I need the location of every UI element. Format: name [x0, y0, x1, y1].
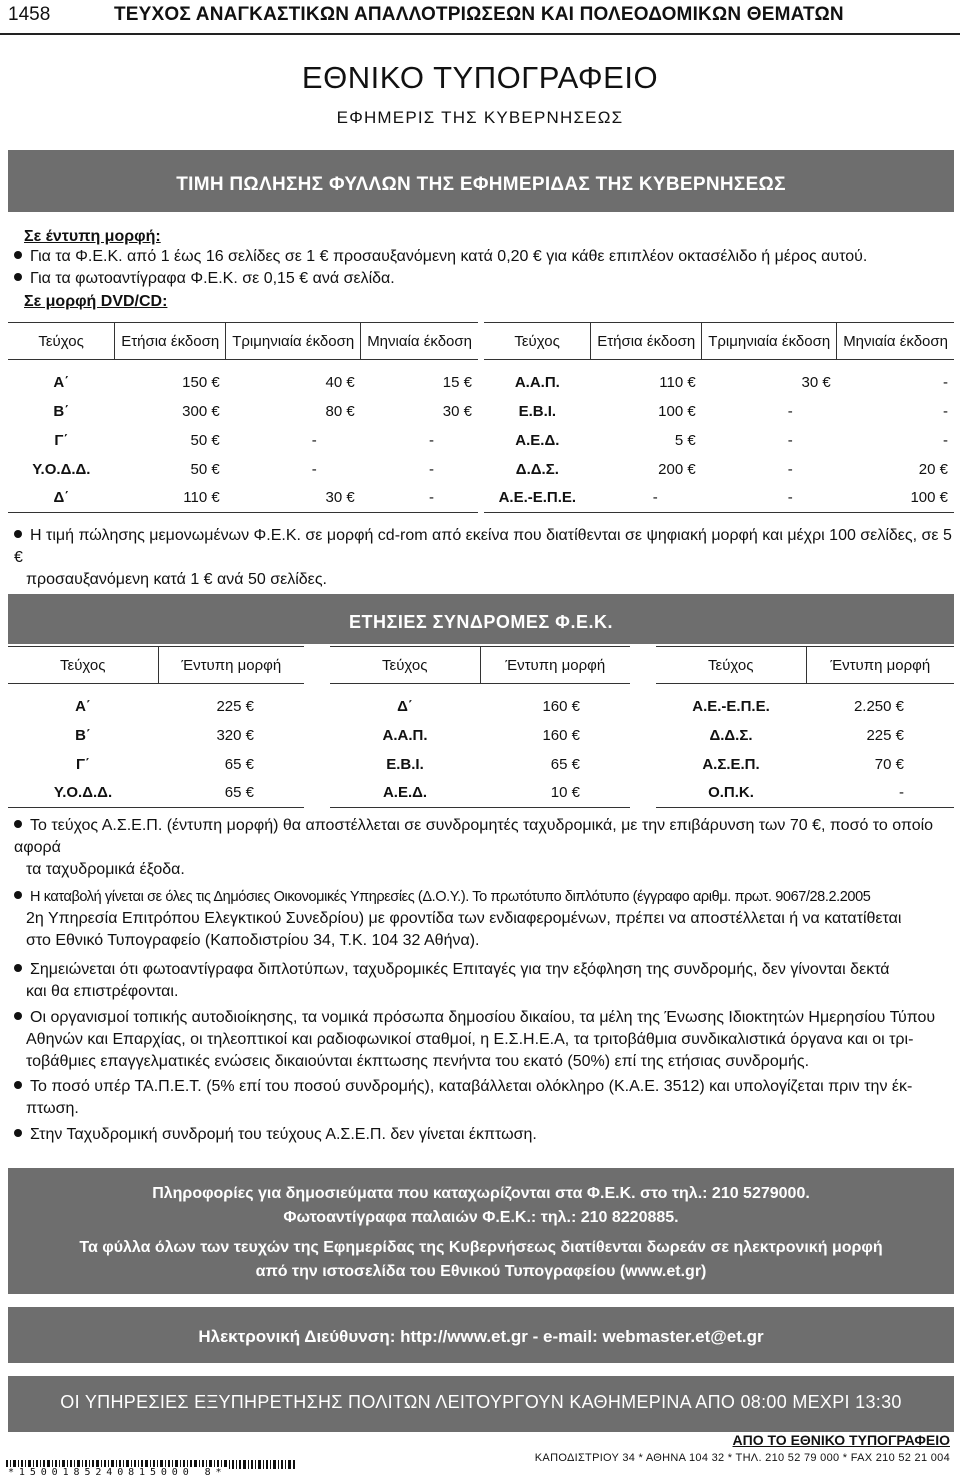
table-row: Δ΄ 160 € [397, 697, 580, 715]
table-row: Α΄ 225 € [75, 697, 254, 715]
col-header: Τεύχος [8, 323, 115, 360]
bullet-icon [14, 1081, 22, 1089]
table-row: Α.Ε.-Ε.Π.Ε. - - 100 € [484, 484, 954, 513]
table-row: Α.Ε.Δ. 5 € - - [515, 431, 948, 449]
dvd-table-header [484, 323, 954, 360]
dvd-heading: Σε μορφή DVD/CD: [24, 293, 168, 310]
postal-note: Στην Ταχυδρομική συνδρομή του τεύχους Α.Σ.Ε.Π. δεν γίνεται έκπτωση. [14, 1124, 954, 1146]
info-box [8, 1168, 954, 1294]
table-row: Υ.Ο.Δ.Δ. 65 € [8, 779, 304, 808]
bullet-icon [14, 964, 22, 972]
table-row: Γ΄ 65 € [75, 755, 254, 773]
running-title: ΤΕΥΧΟΣ ΑΝΑΓΚΑΣΤΙΚΩΝ ΑΠΑΛΛΟΤΡΙΩΣΕΩΝ ΚΑΙ ΠΟΛΕΟΔΟΜΙΚΩΝ ΘΕΜΑΤΩΝ [114, 4, 844, 25]
col-header: Ετήσια έκδοση [591, 323, 702, 360]
hours-text: ΟΙ ΥΠΗΡΕΣΙΕΣ ΕΞΥΠΗΡΕΤΗΣΗΣ ΠΟΛΙΤΩΝ ΛΕΙΤΟΥΡΓΟΥΝ ΚΑΘΗΜΕΡΙΝΑ ΑΠΟ 08:00 ΜΕΧΡΙ 13:30 [60, 1392, 902, 1412]
copies-note: Σημειώνεται ότι φωτοαντίγραφα διπλοτύπων, ταχυδρομικές Επιταγές για την εξόφληση της συνδρομής, δεν γίνονται δεκτά και θα επιστρέφονται. [14, 959, 954, 1003]
bullet-icon [14, 273, 22, 281]
subscriptions-table-3: Τεύχος Έντυπη μορφή Α.Ε.-Ε.Π.Ε. 2.250 € Δ.Δ.Σ. 225 € Α.Σ.Ε.Π. 70 € Ο.Π.Κ. - [656, 646, 954, 808]
dvd-table-left [8, 322, 478, 513]
dvd-table-header [8, 323, 478, 360]
pricing-banner-text: ΤΙΜΗ ΠΩΛΗΣΗΣ ΦΥΛΛΩΝ ΤΗΣ ΕΦΗΜΕΡΙΔΑΣ ΤΗΣ ΚΥΒΕΡΝΗΣΕΩΣ [176, 174, 786, 195]
col-header: Μηνιαία έκδοση [837, 323, 954, 360]
table-row: Α.Ε.Δ. 10 € [330, 779, 630, 808]
subscriptions-banner-text: ΕΤΗΣΙΕΣ ΣΥΝΔΡΟΜΕΣ Φ.Ε.Κ. [349, 612, 613, 632]
table-row: Γ΄ 50 € - - [54, 431, 434, 449]
table-row: Ο.Π.Κ. - [656, 779, 954, 808]
info-line-3: Τα φύλλα όλων των τευχών της Εφημερίδας της Κυβερνήσεως διατίθενται δωρεάν σε ηλεκτρονική μορφή [79, 1239, 883, 1256]
table-row: Ε.Β.Ι. 100 € - - [518, 402, 948, 420]
table-row: Α.Σ.Ε.Π. 70 € [702, 755, 904, 773]
subscriptions-banner [8, 594, 954, 644]
bullet-icon [14, 251, 22, 259]
bullet-icon [14, 1129, 22, 1137]
table-row: Ε.Β.Ι. 65 € [386, 755, 580, 773]
info-line-1: Πληροφορίες για δημοσιεύματα που καταχωρίζονται στα Φ.Ε.Κ. στο τηλ.: 210 5279000. [152, 1185, 810, 1202]
table-row: Δ΄ 110 € 30 € - [8, 484, 478, 513]
hours-box [8, 1376, 954, 1432]
print-bullet-2: Για τα φωτοαντίγραφα Φ.Ε.Κ. σε 0,15 € ανά σελίδα. [14, 268, 395, 290]
col-header: Τεύχος [484, 323, 591, 360]
header-rule [0, 33, 960, 35]
bullet-icon [14, 891, 22, 899]
col-header: Ετήσια έκδοση [115, 323, 226, 360]
table-row: Δ.Δ.Σ. 200 € - 20 € [515, 460, 948, 478]
table-row: Υ.Ο.Δ.Δ. 50 € - - [32, 460, 434, 478]
col-header: Τριμηνιαία έκδοση [226, 323, 361, 360]
address-line: ΚΑΠΟΔΙΣΤΡΙΟΥ 34 * ΑΘΗΝΑ 104 32 * ΤΗΛ. 210 52 79 000 * FAX 210 52 21 004 [534, 1452, 950, 1464]
barcode-number: *1500185240815000 8* [8, 1467, 227, 1478]
info-line-4: από την ιστοσελίδα του Εθνικού Τυπογραφείου (www.et.gr) [255, 1263, 707, 1280]
masthead-title: ΕΘΝΙΚΟ ΤΥΠΟΓΡΑΦΕΙΟ [301, 60, 659, 95]
bullet-icon [14, 1012, 22, 1020]
bullet-icon [14, 530, 22, 538]
pricing-banner [8, 150, 954, 212]
print-heading: Σε έντυπη μορφή: [24, 228, 161, 245]
contact-box [8, 1307, 954, 1363]
tapet-note: Το ποσό υπέρ ΤΑ.Π.Ε.Τ. (5% επί του ποσού συνδρομής), καταβάλλεται ολόκληρο (Κ.Α.Ε. 3512) και υπολογίζεται πριν την έκ- πτωση. [14, 1076, 954, 1120]
signature: ΑΠΟ ΤΟ ΕΘΝΙΚΟ ΤΥΠΟΓΡΑΦΕΙΟ [732, 1432, 950, 1448]
dvd-table-right [484, 322, 954, 513]
discount-note: Οι οργανισμοί τοπικής αυτοδιοίκησης, τα νομικά πρόσωπα δημοσίου δικαίου, τα μέλη της Ένωσης Ιδιοκτητών Ημερησίου Τύπου Αθηνών και Επαρχίας, οι τηλεοπτικοί και ραδιοφωνικοί σταθμοί, η Ε.Σ.Η.Ε.Α, τα τριτοβάθμια συνδικαλιστικά όργανα και οι τρι- τοβάθμιες επαγγελματικές ενώσεις δικαιούνται έκπτωσης πενήντα του εκατό (50%) επί της ετήσιας συνδρομής. [14, 1007, 954, 1073]
subscriptions-table-2: Τεύχος Έντυπη μορφή Δ΄ 160 € Α.Α.Π. 160 € Ε.Β.Ι. 65 € Α.Ε.Δ. 10 € [330, 646, 630, 808]
masthead-subtitle: ΕΦΗΜΕΡΙΣ ΤΗΣ ΚΥΒΕΡΝΗΣΕΩΣ [336, 108, 624, 127]
col-header: Τριμηνιαία έκδοση [702, 323, 837, 360]
table-row: Α.Ε.-Ε.Π.Ε. 2.250 € [692, 697, 904, 715]
table-row: Δ.Δ.Σ. 225 € [709, 726, 904, 744]
info-line-2: Φωτοαντίγραφα παλαιών Φ.Ε.Κ.: τηλ.: 210 8220885. [283, 1209, 679, 1226]
table-row: Β΄ 300 € 80 € 30 € [53, 402, 472, 420]
print-bullet-1: Για τα Φ.Ε.Κ. από 1 έως 16 σελίδες σε 1 € προσαυξανόμενη κατά 0,20 € για κάθε επιπλέον οκτασέλιδο ή μέρος αυτού. [14, 246, 867, 268]
subscriptions-table-1: Τεύχος Έντυπη μορφή Α΄ 225 € Β΄ 320 € Γ΄ 65 € Υ.Ο.Δ.Δ. 65 € [8, 646, 304, 808]
asep-note: Το τεύχος Α.Σ.Ε.Π. (έντυπη μορφή) θα αποστέλλεται σε συνδρομητές ταχυδρομικά, με την επιβάρυνση των 70 €, ποσό το οποίο αφορά τα ταχυδρομικά έξοδα. [14, 817, 934, 878]
col-header: Μηνιαία έκδοση [361, 323, 478, 360]
table-row: Α.Α.Π. 160 € [382, 726, 580, 744]
cdrom-note: Η τιμή πώλησης μεμονωμένων Φ.Ε.Κ. σε μορφή cd-rom από εκείνα που διατίθενται σε ψηφιακή μορφή και μέχρι 100 σελίδες, σε 5 € προσαυξανόμενη κατά 1 € ανά 50 σελίδες. [14, 527, 952, 588]
page-number: 1458 [8, 4, 51, 25]
contact-text: Ηλεκτρονική Διεύθυνση: http://www.et.gr - e-mail: webmaster.et@et.gr [198, 1327, 764, 1346]
table-row: Α΄ 150 € 40 € 15 € [53, 373, 472, 391]
payment-note: Η καταβολή γίνεται σε όλες τις Δημόσιες Οικονομικές Υπηρεσίες (Δ.Ο.Υ.). Το πρωτότυπο διπλότυπο (έγγραφο αριθμ. πρωτ. 9067/28.2.2005 2η Υπηρεσία Επιτρόπου Ελεγκτικού Συνεδρίου) με φροντίδα των ενδιαφερομένων, πρέπει να αποστέλλεται ή να κατατίθεται στο Εθνικό Τυπογραφείο (Καποδιστρίου 34, Τ.Κ. 104 32 Αθήνα). [14, 886, 954, 952]
table-row: Α.Α.Π. 110 € 30 € - [514, 373, 948, 391]
table-row: Β΄ 320 € [75, 726, 254, 744]
bullet-icon [14, 820, 22, 828]
